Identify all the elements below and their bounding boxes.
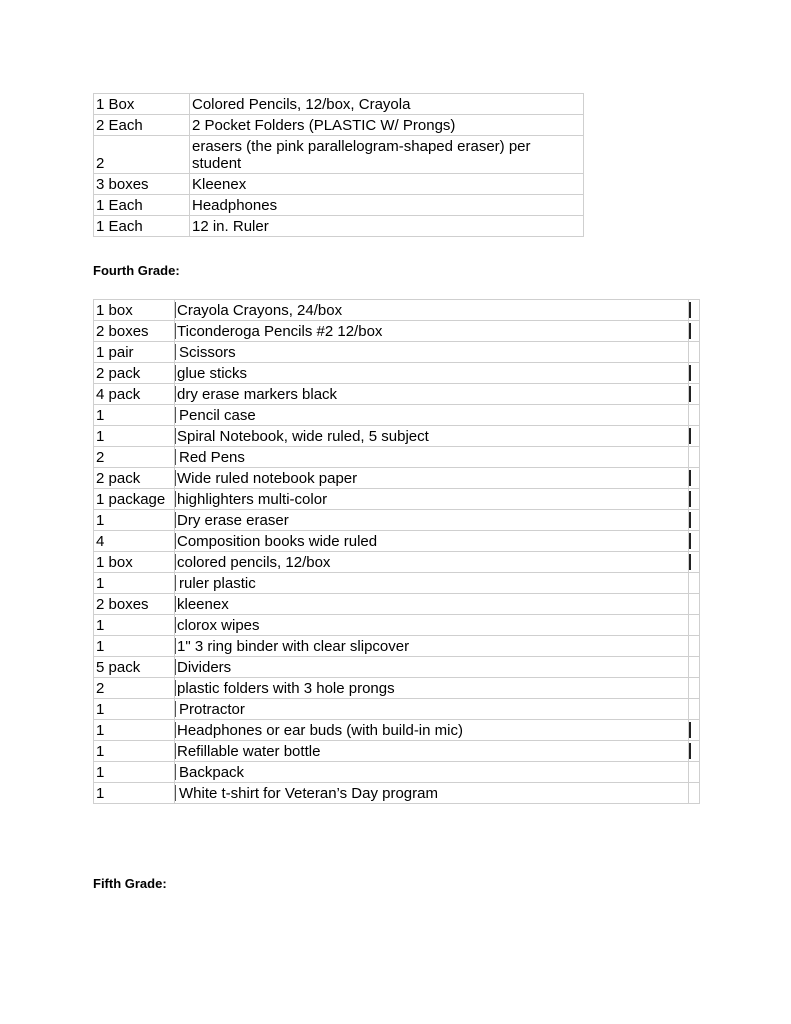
- item-cell: White t-shirt for Veteran’s Day program: [175, 783, 689, 804]
- third-grade-supply-table: [93, 93, 584, 237]
- table-row: [94, 363, 700, 384]
- quantity-cell: 1 box: [94, 300, 175, 321]
- item-cell: Ticonderoga Pencils #2 12/box: [175, 321, 689, 342]
- item-cell: Backpack: [175, 762, 689, 783]
- quantity-cell: 2 pack: [94, 468, 175, 489]
- quantity-cell: 1: [94, 783, 175, 804]
- item-cell: 12 in. Ruler: [190, 216, 584, 237]
- item-cell: Crayola Crayons, 24/box: [175, 300, 689, 321]
- table-row: [94, 300, 700, 321]
- empty-cell: [689, 531, 700, 552]
- item-cell: plastic folders with 3 hole prongs: [175, 678, 689, 699]
- table-row: [94, 342, 700, 363]
- table-row: [94, 321, 700, 342]
- item-cell: dry erase markers black: [175, 384, 689, 405]
- table-row: [94, 426, 700, 447]
- quantity-cell: 1: [94, 720, 175, 741]
- quantity-cell: 2: [94, 136, 190, 174]
- table-row: [94, 468, 700, 489]
- quantity-cell: 1: [94, 762, 175, 783]
- table-row: [94, 531, 700, 552]
- quantity-cell: 1: [94, 426, 175, 447]
- empty-cell: [689, 405, 700, 426]
- table-row: [94, 783, 700, 804]
- quantity-cell: 2 boxes: [94, 321, 175, 342]
- fourth-grade-heading: Fourth Grade:: [93, 263, 180, 278]
- item-cell: Colored Pencils, 12/box, Crayola: [190, 94, 584, 115]
- table-row: [94, 573, 700, 594]
- empty-cell: [689, 573, 700, 594]
- item-cell: clorox wipes: [175, 615, 689, 636]
- quantity-cell: 1: [94, 636, 175, 657]
- table-row: [94, 94, 584, 115]
- table-row: [94, 636, 700, 657]
- empty-cell: [689, 762, 700, 783]
- table-row: [94, 657, 700, 678]
- item-cell: Spiral Notebook, wide ruled, 5 subject: [175, 426, 689, 447]
- empty-cell: [689, 741, 700, 762]
- empty-cell: [689, 300, 700, 321]
- table-row: [94, 195, 584, 216]
- quantity-cell: 4: [94, 531, 175, 552]
- quantity-cell: 1: [94, 615, 175, 636]
- fifth-grade-heading: Fifth Grade:: [93, 876, 167, 891]
- empty-cell: [689, 426, 700, 447]
- quantity-cell: 2: [94, 678, 175, 699]
- empty-cell: [689, 321, 700, 342]
- quantity-cell: 1: [94, 699, 175, 720]
- table-row: [94, 678, 700, 699]
- table-row: [94, 510, 700, 531]
- item-cell: Headphones: [190, 195, 584, 216]
- item-cell: Kleenex: [190, 174, 584, 195]
- item-cell: ruler plastic: [175, 573, 689, 594]
- empty-cell: [689, 489, 700, 510]
- quantity-cell: 4 pack: [94, 384, 175, 405]
- item-cell: Red Pens: [175, 447, 689, 468]
- quantity-cell: 1: [94, 573, 175, 594]
- quantity-cell: 1: [94, 405, 175, 426]
- table-row: [94, 489, 700, 510]
- table-row: [94, 762, 700, 783]
- quantity-cell: 1 Each: [94, 216, 190, 237]
- empty-cell: [689, 552, 700, 573]
- table-row: [94, 741, 700, 762]
- table-row: [94, 115, 584, 136]
- empty-cell: [689, 447, 700, 468]
- item-cell: Pencil case: [175, 405, 689, 426]
- quantity-cell: 1 Each: [94, 195, 190, 216]
- empty-cell: [689, 720, 700, 741]
- item-cell: Headphones or ear buds (with build-in mic): [175, 720, 689, 741]
- item-cell: Scissors: [175, 342, 689, 363]
- table-row: [94, 615, 700, 636]
- quantity-cell: 5 pack: [94, 657, 175, 678]
- quantity-cell: 1: [94, 510, 175, 531]
- quantity-cell: 3 boxes: [94, 174, 190, 195]
- quantity-cell: 2 boxes: [94, 594, 175, 615]
- quantity-cell: 2 Each: [94, 115, 190, 136]
- quantity-cell: 1 Box: [94, 94, 190, 115]
- item-cell: Protractor: [175, 699, 689, 720]
- empty-cell: [689, 594, 700, 615]
- quantity-cell: 2: [94, 447, 175, 468]
- table-row: [94, 174, 584, 195]
- empty-cell: [689, 783, 700, 804]
- item-cell: Refillable water bottle: [175, 741, 689, 762]
- quantity-cell: 1 pair: [94, 342, 175, 363]
- table-row: [94, 384, 700, 405]
- fourth-grade-supply-table: [93, 299, 700, 804]
- item-cell: Wide ruled notebook paper: [175, 468, 689, 489]
- table-row: [94, 136, 584, 174]
- table-row: [94, 720, 700, 741]
- item-cell: highlighters multi-color: [175, 489, 689, 510]
- empty-cell: [689, 657, 700, 678]
- quantity-cell: 1 package: [94, 489, 175, 510]
- item-cell: colored pencils, 12/box: [175, 552, 689, 573]
- empty-cell: [689, 510, 700, 531]
- empty-cell: [689, 636, 700, 657]
- empty-cell: [689, 468, 700, 489]
- quantity-cell: 1: [94, 741, 175, 762]
- quantity-cell: 1 box: [94, 552, 175, 573]
- table-row: [94, 405, 700, 426]
- item-cell: glue sticks: [175, 363, 689, 384]
- quantity-cell: 2 pack: [94, 363, 175, 384]
- empty-cell: [689, 363, 700, 384]
- item-cell: 1" 3 ring binder with clear slipcover: [175, 636, 689, 657]
- empty-cell: [689, 342, 700, 363]
- item-cell: Dividers: [175, 657, 689, 678]
- empty-cell: [689, 699, 700, 720]
- item-cell: 2 Pocket Folders (PLASTIC W/ Prongs): [190, 115, 584, 136]
- item-cell: kleenex: [175, 594, 689, 615]
- empty-cell: [689, 615, 700, 636]
- item-cell: Composition books wide ruled: [175, 531, 689, 552]
- empty-cell: [689, 678, 700, 699]
- empty-cell: [689, 384, 700, 405]
- item-cell: Dry erase eraser: [175, 510, 689, 531]
- table-row: [94, 699, 700, 720]
- table-row: [94, 552, 700, 573]
- table-row: [94, 447, 700, 468]
- table-row: [94, 594, 700, 615]
- table-row: [94, 216, 584, 237]
- item-cell: erasers (the pink parallelogram-shaped eraser) per student: [190, 136, 584, 174]
